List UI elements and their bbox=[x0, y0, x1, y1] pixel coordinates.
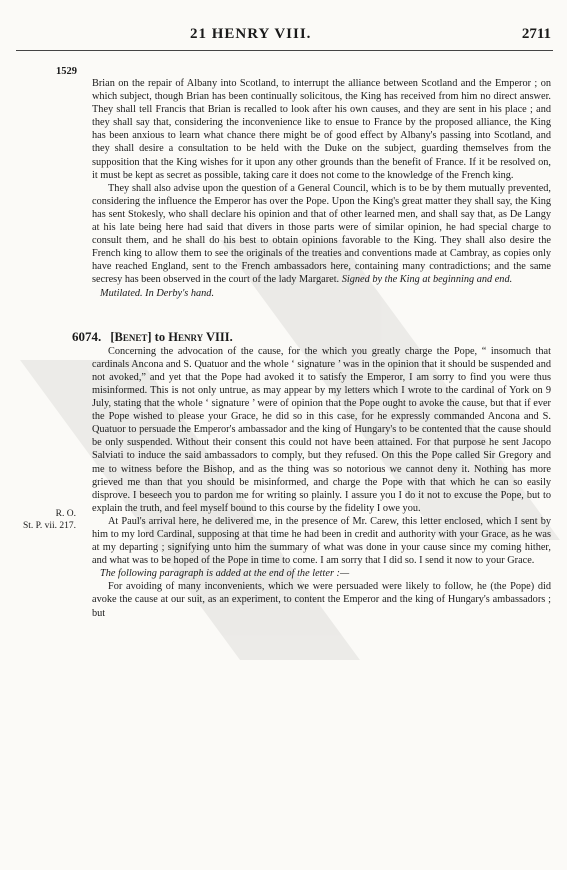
document-to: to bbox=[154, 329, 166, 344]
document-recipient: Henry VIII. bbox=[168, 329, 233, 344]
page-content bbox=[72, 77, 551, 620]
running-title: 21 HENRY VIII. bbox=[190, 26, 312, 42]
added-note: The following paragraph is added at the end of the letter :— bbox=[100, 568, 350, 580]
document-number: 6074. bbox=[72, 328, 102, 344]
document-heading bbox=[72, 330, 551, 344]
document-author: [Benet] bbox=[110, 329, 152, 344]
mutilated-note: Mutilated. In Derby's hand. bbox=[100, 287, 215, 299]
margin-reference bbox=[6, 508, 76, 532]
signed-note: Signed by the King at beginning and end. bbox=[341, 274, 513, 286]
paragraph: At Paul's arrival here, he delivered me, in the presence of Mr. Carew, this letter enclosed, which I sent by him to my lord Cardinal, supposing at that time he had been in credit and authority with your Grace, as he was at my departing ; signifying unto him the summary of what was done in your cause since my coming hither, and what was to be hoped of the Pope in time to come. I am sorry that I did so. I send it now to your Grace. bbox=[92, 515, 551, 567]
paragraph-text: They shall also advise upon the question of a General Council, which is to be by them mutually prevented, considering the influence the Emperor has over the Pope. Upon the King's great matter they shall say, the King has sent Stokesly, who shall declare his opinion and that of other learned men, and shall say that, as De Langy at his late being here had said that divers in those parts were of similar opinion, he had special charge to consult them, and he shall do his best to obtain opinions favorable to the King. They shall also desire the French king to allow them to see the originals of the treaties and conventions made at Cambray, as copies only have reached England, sent to the French ambassadors here, containing many contradictions; and the same secresy has been observed in the court of the lady Margaret. bbox=[92, 182, 551, 286]
margin-ref-citation: St. P. vii. 217. bbox=[22, 521, 76, 531]
paragraph: For avoiding of many inconvenients, which we were persuaded were likely to follow, he (the Pope) did avoke the cause at our suit, as an experiment, to content the Emperor and the king of Hungary's ambassadors ; but bbox=[92, 581, 551, 619]
margin-year: 1529 bbox=[56, 66, 77, 77]
header-rule bbox=[16, 50, 553, 51]
page-header bbox=[0, 0, 567, 52]
paragraph: Brian on the repair of Albany into Scotland, to interrupt the alliance between Scotland and the Emperor ; on which subject, though Brian has been continually solicitous, the King has received from him no direct answer. They shall tell Francis that Brian is recalled to look after his own causes, and they are sent in his place ; and they shall say that, considering the inconvenience like to ensue to France by the proposed alliance, the King has been anxious to learn what chance there might be of good effect by Albany's passing into Scotland, and they shall desire a consultation to be held with the Duke on the subject, guarding themselves from the supposition that the King wishes for it upon any other grounds than the benefit of France. If it be resolved on, it must be kept as secret as possible, taking care it does not come to the knowledge of the French king. bbox=[92, 78, 551, 181]
page-number: 2711 bbox=[521, 26, 551, 42]
paragraph: Concerning the advocation of the cause, for the which you greatly charge the Pope, “ insomuch that cardinals Ancona and S. Quatuor and the whole ‘ signature ’ was in the opinion that it should be suspended and not avoked,” and yet that the Pope had avoked it to satisfy the Emperor, I am sorry to find you were thus misinformed. This is not only untrue, as may appear by my letters which I wrote to the cardinal of York on 9 July, stating that the whole ‘ signature ’ were of opinion that the Pope ought to avoke the cause, but that if ever the Pope wished to please your Grace, he did so in this case, for he expressly commanded Ancona and S. Quatuor to persuade the Emperor's ambassador and the king of Hungary's to be contented that the cause should be only suspended. Without their consent this could not have been attained. For that purpose he sent Jacopo Salviati to induce the said ambassadors to comply, but they refused. On this the Pope called Sir Gregory and me to witness before the Bishop, and as the thing was so notorious we cannot deny it. Nothing has more grieved me than that you should be misinformed, and charge the Pope with that which he can so easily disprove. I beseech you to pardon me for writing so plainly. I assure you I do it not to excuse the Pope, but to explain the truth, and feel myself bound to this course by the fidelity I owe you. bbox=[92, 345, 551, 514]
paragraph bbox=[92, 182, 551, 287]
margin-ref-source: R. O. bbox=[55, 509, 76, 519]
